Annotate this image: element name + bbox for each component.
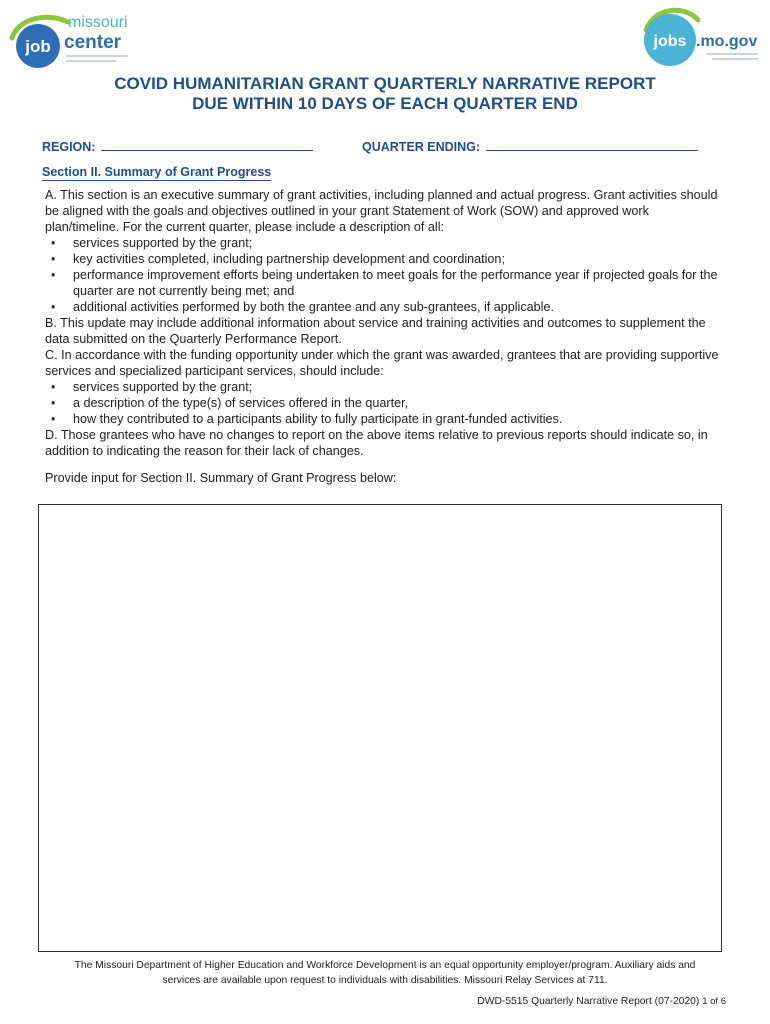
logo-left-missouri: missouri (68, 14, 128, 31)
section-heading: Section II. Summary of Grant Progress (42, 165, 272, 179)
list-item: • performance improvement efforts being undertaken to meet goals for the performance year if projected goals for the quarter are not currently being met; and (73, 267, 725, 299)
footer-line2: services are available upon request to individuals with disabilities. Missouri Relay Services at 711. (162, 975, 608, 986)
form-id-text: DWD-5515 Quarterly Narrative Report (07-2020) (477, 996, 700, 1007)
region-blank[interactable] (101, 138, 313, 151)
form-id (477, 996, 726, 1007)
list-a (45, 235, 725, 315)
paragraph-c: C. In accordance with the funding opportunity under which the grant was awarded, grantees that are providing supportive services and specialized participant services, should include: (45, 348, 719, 378)
list-item: • services supported by the grant; (73, 235, 725, 251)
section-instructions (45, 187, 725, 459)
logo-right-mogov: .mo.gov (696, 33, 758, 50)
report-title-line2: DUE WITHIN 10 DAYS OF EACH QUARTER END (192, 94, 578, 113)
page-number: 1 of 6 (702, 996, 726, 1007)
provide-input-label: Provide input for Section II. Summary of Grant Progress below: (45, 471, 397, 485)
list-item: • additional activities performed by both the grantee and any sub-grantees, if applicable. (73, 299, 725, 315)
paragraph-a: A. This section is an executive summary of grant activities, including planned and actual progress. Grant activities should be aligned with the goals and objectives outlined in your grant Statement of Work (SOW) and approved work plan/timeline. For the current quarter, please include a description of all: (45, 188, 718, 234)
footer-line1: The Missouri Department of Higher Education and Workforce Development is an equal opportunity employer/program. Auxiliary aids and (74, 960, 696, 971)
quarter-ending-label: QUARTER ENDING: (362, 140, 481, 154)
list-item: • key activities completed, including partnership development and coordination; (73, 251, 725, 267)
jobs-mo-gov-logo (640, 4, 766, 68)
report-title-line1: COVID HUMANITARIAN GRANT QUARTERLY NARRATIVE REPORT (114, 74, 656, 93)
missouri-job-center-logo (8, 8, 158, 68)
grant-progress-input[interactable] (38, 504, 722, 952)
region-label: REGION: (42, 140, 96, 154)
list-item: • a description of the type(s) of services offered in the quarter, (73, 395, 725, 411)
quarter-ending-blank[interactable] (486, 138, 698, 151)
logo-left-job: job (25, 37, 51, 56)
footer-disclaimer (30, 958, 740, 988)
quarter-ending-field (362, 138, 698, 154)
region-field (42, 138, 313, 154)
logo-right-jobs: jobs (653, 33, 687, 50)
list-item: • how they contributed to a participants ability to fully participate in grant-funded activities. (73, 411, 725, 427)
paragraph-d: D. Those grantees who have no changes to report on the above items relative to previous reports should indicate so, in addition to indicating the reason for their lack of changes. (45, 428, 708, 458)
paragraph-b: B. This update may include additional information about service and training activities and outcomes to supplement the data submitted on the Quarterly Performance Report. (45, 316, 706, 346)
list-c (45, 379, 725, 427)
logo-left-center: center (64, 32, 122, 53)
list-item: • services supported by the grant; (73, 379, 725, 395)
